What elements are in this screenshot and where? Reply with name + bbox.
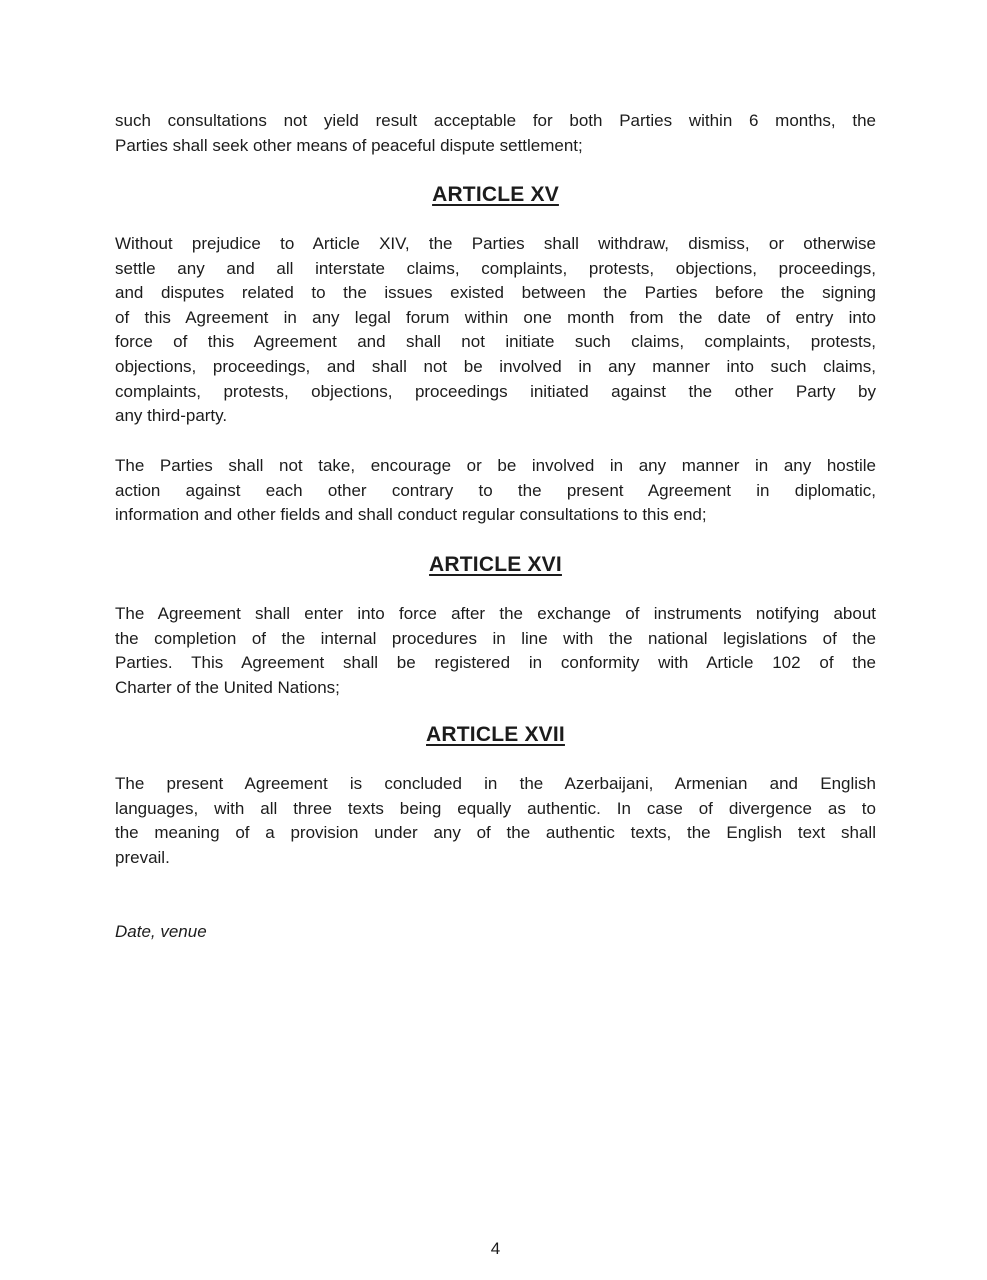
- page-number: 4: [490, 1239, 501, 1258]
- text-line: force of this Agreement and shall not initiate such claims, complaints, protests,: [115, 332, 876, 352]
- text-line: Without prejudice to Article XIV, the Parties shall withdraw, dismiss, or otherwise: [115, 234, 876, 253]
- text-line: The present Agreement is concluded in the Azerbaijani, Armenian and English: [115, 774, 876, 793]
- signature-line: Date, venue: [115, 922, 207, 941]
- text-line: prevail.: [115, 847, 170, 867]
- text-line: settle any and all interstate claims, complaints, protests, objections, proceedings,: [115, 258, 876, 278]
- text-line: action against each other contrary to the present Agreement in diplomatic,: [115, 480, 876, 500]
- paragraph: [115, 772, 876, 870]
- paragraph: [115, 602, 876, 700]
- text-line: and disputes related to the issues existed between the Parties before the signing: [115, 283, 876, 303]
- text-line: the meaning of a provision under any of the authentic texts, the English text shall: [115, 823, 876, 843]
- text-line: of this Agreement in any legal forum within one month from the date of entry into: [115, 307, 876, 327]
- text-line: such consultations not yield result acceptable for both Parties within 6 months, the: [115, 111, 876, 130]
- text-line: Charter of the United Nations;: [115, 677, 340, 697]
- text-line: information and other fields and shall conduct regular consultations to this end;: [115, 505, 707, 525]
- paragraph: [115, 454, 876, 528]
- text-line: languages, with all three texts being equally authentic. In case of divergence as to: [115, 798, 876, 818]
- paragraph: [115, 232, 876, 429]
- text-line: The Parties shall not take, encourage or be involved in any manner in any hostile: [115, 456, 876, 475]
- text-line: objections, proceedings, and shall not be involved in any manner into such claims,: [115, 356, 876, 376]
- article-heading: ARTICLE XV: [432, 183, 559, 206]
- article-heading: ARTICLE XVI: [429, 553, 562, 576]
- text-line: Parties shall seek other means of peaceful dispute settlement;: [115, 135, 583, 155]
- article-heading: ARTICLE XVII: [426, 723, 565, 746]
- text-line: The Agreement shall enter into force after the exchange of instruments notifying about: [115, 604, 876, 623]
- paragraph: [115, 109, 876, 158]
- text-line: any third-party.: [115, 406, 228, 426]
- text-line: Parties. This Agreement shall be registered in conformity with Article 102 of the: [115, 653, 876, 673]
- text-line: complaints, protests, objections, proceedings initiated against the other Party by: [115, 381, 876, 401]
- text-line: the completion of the internal procedures in line with the national legislations of the: [115, 628, 876, 648]
